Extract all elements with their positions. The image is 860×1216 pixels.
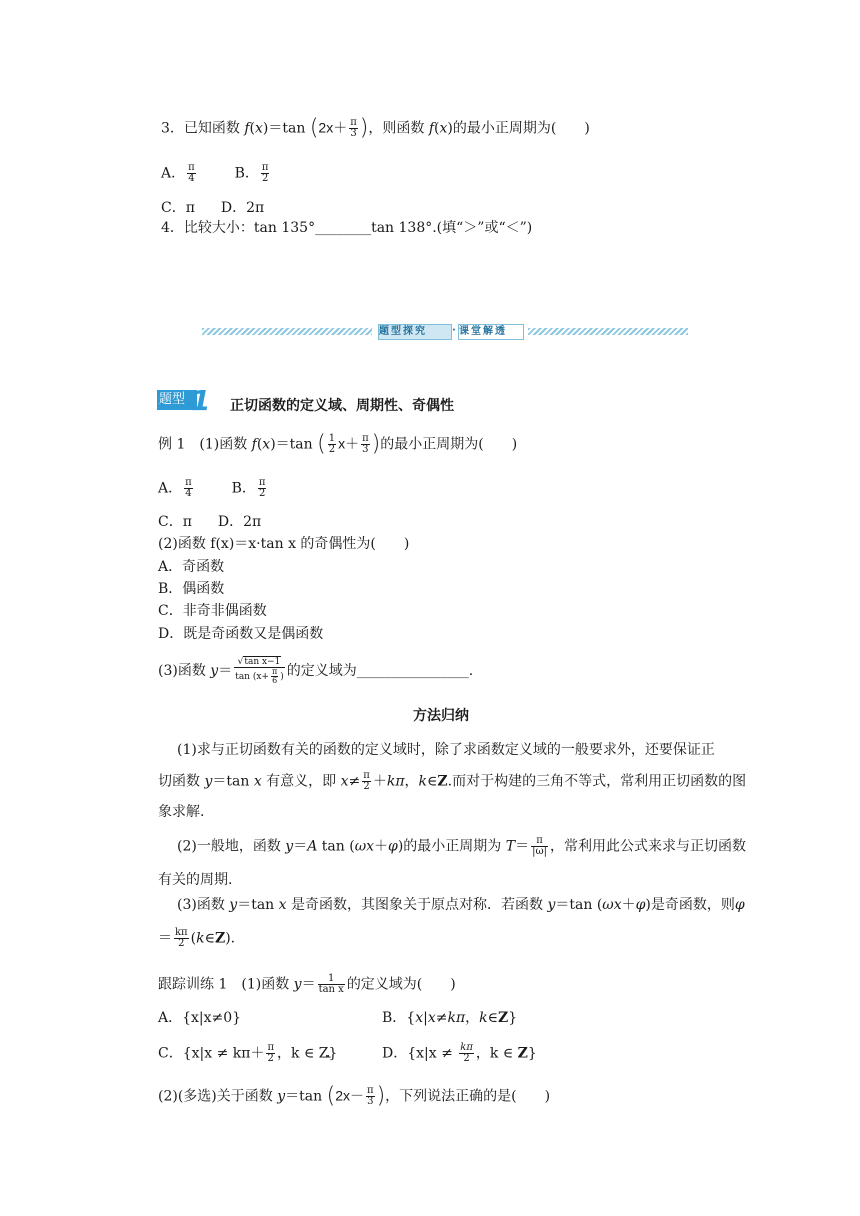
frac-num: π <box>363 770 370 781</box>
t: φ <box>635 897 646 913</box>
type-title: 正切函数的定义域、周期性、奇偶性 <box>230 398 454 414</box>
q4-text: 4．比较大小：tan 135°________tan 138°.(填“＞”或“＜”) <box>161 220 533 236</box>
ex1-p2-option-c: C．非奇非偶函数 <box>158 603 267 619</box>
q3-text-d: ，则函数 <box>368 120 429 137</box>
q3-stem <box>161 115 590 141</box>
period-fraction <box>531 836 548 857</box>
ex1-frac-half <box>328 434 336 455</box>
t: ＝ <box>301 976 316 993</box>
banner-label-left: 题型探究 <box>378 324 452 340</box>
t: Z <box>437 773 448 790</box>
t: 切函数 <box>158 773 205 790</box>
frac-num: π <box>185 477 192 488</box>
t: ωx <box>354 838 374 855</box>
ex1-options-cd <box>158 513 261 531</box>
t: B．{ <box>382 1010 416 1026</box>
frac-num: π <box>188 162 195 173</box>
sqrt-content: tan x−1 <box>244 657 281 667</box>
t: ＋ <box>621 897 636 913</box>
t: tan ( <box>317 838 355 855</box>
t: φ <box>734 897 745 913</box>
ex1-options-ab <box>158 478 268 499</box>
t: ∈ <box>427 773 438 790</box>
frac-den: 2 <box>328 444 336 455</box>
train1-fraction <box>318 974 345 995</box>
train1-option-b <box>382 1009 517 1027</box>
frac-den: 2 <box>363 781 370 792</box>
t: kπ <box>447 1010 466 1026</box>
t: ＋ <box>374 838 388 855</box>
frac-den: |ω| <box>532 846 547 857</box>
t: ( <box>190 930 197 947</box>
ex1-text-b: ( <box>256 436 263 453</box>
frac-den: 3 <box>367 1096 374 1107</box>
t: } <box>527 1045 537 1062</box>
left-paren: ( <box>317 431 326 457</box>
section-banner <box>202 323 688 339</box>
train1-part1 <box>158 974 456 995</box>
option-b-label: B． <box>234 165 259 182</box>
method-p3-line2 <box>158 928 235 949</box>
kpi-over-2-fraction <box>174 928 189 949</box>
frac-den: 2 <box>178 938 185 949</box>
t: kπ <box>386 773 405 790</box>
q3-text-i: )的最小正周期为( ) <box>447 120 590 137</box>
t: y <box>285 838 294 855</box>
t: k <box>418 773 428 790</box>
frac-den: 3 <box>350 128 357 139</box>
option-a-label: A． <box>158 480 183 497</box>
train1-p2-fraction <box>366 1086 375 1107</box>
den-tan: tan <box>235 672 250 682</box>
frac-den: 4 <box>188 173 195 184</box>
t: k <box>196 930 205 947</box>
frac-num: kπ <box>460 1042 473 1053</box>
t: ≠ <box>348 773 361 790</box>
method-p1-line3: 象求解. <box>158 804 205 820</box>
q3-text-a: 3．已知函数 <box>161 120 245 137</box>
method-p1-line2 <box>158 771 746 792</box>
frac-num: π <box>267 1042 275 1053</box>
t: C．{x|x ≠ kπ＋ <box>158 1045 265 1062</box>
ex1-text-x: x <box>262 436 271 453</box>
frac-den: 4 <box>185 488 192 499</box>
method-p3-line1 <box>177 896 745 914</box>
frac-num: kπ <box>175 927 188 938</box>
frac-num: 1 <box>318 974 345 985</box>
ex1-p3-y: y <box>210 663 219 679</box>
t: y <box>293 976 302 993</box>
den-inner-fraction <box>271 668 278 685</box>
q3-arg: 2x＋ <box>318 119 348 136</box>
q3-text-e: f <box>428 120 435 137</box>
t: φ <box>388 838 398 855</box>
ex1-part2: (2)函数 f(x)＝x·tan x 的奇偶性为( ) <box>158 536 410 552</box>
frac-den: 2 <box>259 488 266 499</box>
t: ＝tan ( <box>555 897 603 913</box>
t: ∈ <box>204 930 215 947</box>
option-d-fraction <box>459 1043 474 1064</box>
option-a-fraction <box>184 478 193 499</box>
right-paren: ) <box>371 431 381 457</box>
t: x <box>415 1010 424 1026</box>
ex1-text-a: 例 1 (1)函数 <box>158 436 252 453</box>
method-title: 方法归纳 <box>413 708 469 724</box>
right-paren: ) <box>359 115 369 141</box>
ex1-p3-text-a: (3)函数 <box>158 663 211 679</box>
t: ＋ <box>372 773 387 790</box>
q3-options-ab <box>161 163 271 184</box>
banner-dot: · <box>452 325 458 336</box>
t: ωx <box>602 897 622 913</box>
train1-part2 <box>158 1083 551 1109</box>
t: ≠ <box>435 1010 448 1026</box>
frac-num: π <box>271 667 278 676</box>
method-p1-line1: (1)求与正切函数有关的函数的定义域时，除了求函数定义域的一般要求外，还要保证正 <box>177 742 715 758</box>
t: y <box>547 897 556 913</box>
frac-den: 2 <box>262 173 269 184</box>
den-arg: x+ <box>256 672 269 682</box>
ex1-p2-option-b: B．偶函数 <box>158 581 225 597</box>
t: (3)函数 <box>177 897 230 913</box>
frac-den: 2 <box>463 1053 470 1064</box>
option-d: D．2π <box>217 514 262 530</box>
method-p2-line1 <box>177 836 746 857</box>
option-c-fraction <box>266 1043 275 1064</box>
option-c: C．π <box>161 200 195 216</box>
frac-num: 1 <box>328 433 336 444</box>
pi-over-2-fraction <box>362 771 371 792</box>
t: x <box>253 773 262 790</box>
q3-text-g: ( <box>434 120 440 137</box>
t: x <box>278 897 287 913</box>
t: 跟踪训练 1 (1)函数 <box>158 976 294 993</box>
left-paren: ( <box>326 1083 336 1109</box>
option-a-label: A． <box>161 165 186 182</box>
t: ＝tan <box>212 773 254 790</box>
t: )的最小正周期为 <box>397 838 506 855</box>
ex1-part3 <box>158 657 473 685</box>
t: Z <box>214 930 226 947</box>
ex1-p3-text-b: 的定义域为________________. <box>286 663 474 679</box>
t: k <box>479 1010 488 1026</box>
frac-den: 3 <box>362 444 369 455</box>
t: ，k ∈ <box>475 1045 518 1062</box>
ex1-p2-option-d: D．既是奇函数又是偶函数 <box>158 626 324 642</box>
ex1-p3-eq: ＝ <box>218 663 233 679</box>
t: 的定义域为( ) <box>346 976 456 993</box>
t: (2)(多选)关于函数 <box>158 1088 278 1105</box>
left-paren: ( <box>309 115 319 141</box>
right-paren: ) <box>376 1083 386 1109</box>
q3-text-c: )＝tan <box>262 120 310 137</box>
frac-num: π <box>258 477 266 488</box>
ex1-frac-pi3 <box>361 434 370 455</box>
t: A <box>307 838 318 855</box>
ex1-part1 <box>158 431 518 457</box>
ex1-p2-option-a: A．奇函数 <box>158 559 225 575</box>
train1-option-a: A．{x|x≠0} <box>158 1010 242 1026</box>
t: ，下列说法正确的是( ) <box>385 1088 551 1105</box>
frac-num: √tan x−1 <box>234 657 285 668</box>
t: 是奇函数，其图象关于原点对称．若函数 <box>286 897 548 913</box>
t: } <box>508 1010 518 1026</box>
badge-number: 1 <box>191 384 211 417</box>
frac-den: 2 <box>267 1053 274 1064</box>
frac-den: tan x <box>318 984 344 995</box>
t: ， <box>404 773 419 790</box>
option-b-fraction <box>258 478 267 499</box>
t: y <box>229 897 238 913</box>
q3-options-cd <box>161 199 264 217</box>
method-p2-line2: 有关的周期. <box>158 872 233 888</box>
frac-num: π <box>531 836 548 847</box>
t: ＝ <box>293 838 308 855</box>
t: ＝ <box>515 838 530 855</box>
option-b-fraction <box>261 163 270 184</box>
frac-den: 6 <box>272 676 278 685</box>
frac-num: π <box>350 117 357 128</box>
t: ∈ <box>487 1010 499 1026</box>
t: ，k ∈ Z꜡} <box>277 1045 338 1062</box>
t: T <box>505 838 516 855</box>
option-c: C．π <box>158 514 192 530</box>
option-b-label: B． <box>231 480 256 497</box>
t: ). <box>225 930 236 947</box>
frac-num: π <box>261 162 269 173</box>
t: Z <box>517 1045 528 1062</box>
t: ＝ <box>158 930 172 947</box>
ex1-arg: x＋ <box>338 435 360 452</box>
t: .而对于构建的三角不等式，常利用正切函数的图 <box>447 773 747 790</box>
ex1-text-c: )＝tan <box>270 436 318 453</box>
type-badge <box>157 384 213 417</box>
banner-hatch-left <box>202 328 372 335</box>
ex1-p3-fraction <box>234 657 285 685</box>
banner-hatch-right <box>528 328 688 335</box>
t: | <box>423 1010 428 1026</box>
t: 2x－ <box>335 1087 364 1104</box>
t: x <box>340 773 349 790</box>
badge-text: 题型 <box>159 392 186 407</box>
q3-text-h: x <box>439 120 448 137</box>
t: Z <box>498 1010 509 1026</box>
t: D．{x|x ≠ <box>382 1045 458 1062</box>
t: x <box>427 1010 436 1026</box>
q3-text-b: ( <box>249 120 256 137</box>
option-a-fraction <box>187 163 196 184</box>
option-d: D．2π <box>220 200 265 216</box>
banner-label-right: 课堂解透 <box>458 324 524 340</box>
t: ， <box>465 1010 480 1026</box>
train1-option-d <box>382 1043 537 1064</box>
train1-option-c <box>158 1043 337 1064</box>
t: (2)一般地，函数 <box>177 838 286 855</box>
t: y <box>277 1088 286 1105</box>
frac-num: π <box>362 433 369 444</box>
t: ＝tan <box>237 897 279 913</box>
t: ＝tan <box>285 1088 327 1105</box>
t: )是奇函数，则 <box>645 897 735 913</box>
q3-text-f: f <box>244 120 250 137</box>
q3-arg-fraction <box>349 118 358 139</box>
frac-num: π <box>366 1085 374 1096</box>
ex1-text-f: f <box>251 436 257 453</box>
t: ，常利用此公式来求与正切函数 <box>549 838 746 855</box>
q3-text-x: x <box>255 120 263 137</box>
frac-den: tan (x+ $\frac{\pi}{6}$ ) <box>235 667 284 685</box>
ex1-text-d: 的最小正周期为( ) <box>380 436 518 453</box>
t: 有意义，即 <box>261 773 341 790</box>
t: y <box>204 773 213 790</box>
